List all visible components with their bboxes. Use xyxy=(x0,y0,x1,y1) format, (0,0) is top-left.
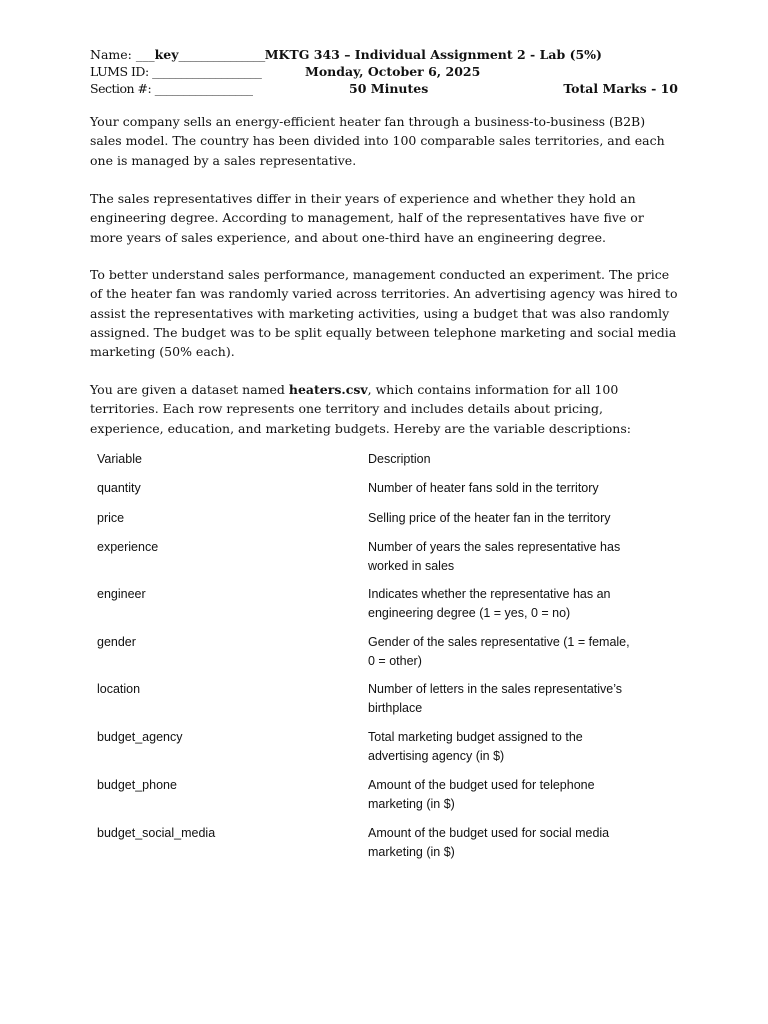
variable-description: Number of years the sales representative has worked in sales xyxy=(368,540,621,573)
name-field xyxy=(90,46,602,63)
lums-id-field: LUMS ID: ___________________ xyxy=(90,64,262,79)
table-row xyxy=(97,776,657,824)
table-row xyxy=(97,680,657,728)
name-blank: _______________ xyxy=(178,47,265,62)
variable-description: Number of heater fans sold in the territory xyxy=(368,481,599,495)
table-row xyxy=(97,633,657,680)
dataset-text-before: You are given a dataset named xyxy=(90,382,289,397)
table-row xyxy=(97,479,657,509)
name-label: Name: ___ xyxy=(90,47,155,62)
variable-description: Selling price of the heater fan in the territory xyxy=(368,511,611,525)
variable-description: Amount of the budget used for social media marketing (in $) xyxy=(368,826,610,859)
variable-table xyxy=(97,450,657,864)
variable-name: budget_agency xyxy=(97,730,183,744)
section-field: Section #: _________________ xyxy=(90,81,253,96)
variable-name: budget_phone xyxy=(97,778,177,792)
variable-name: budget_social_media xyxy=(97,826,216,840)
variable-description: Indicates whether the representative has an engineering degree (1 = yes, 0 = no) xyxy=(368,587,611,620)
variable-column-header: Variable xyxy=(97,452,142,466)
exam-date: Monday, October 6, 2025 xyxy=(305,64,481,79)
dataset-filename: heaters.csv xyxy=(288,382,368,397)
table-row xyxy=(97,509,657,538)
course-title: MKTG 343 – Individual Assignment 2 - Lab (5%) xyxy=(264,47,602,62)
variable-description: Total marketing budget assigned to the advertising agency (in $) xyxy=(368,730,583,763)
intro-paragraph: Your company sells an energy-efficient heater fan through a business-to-business (B2B) sales model. The country has been divided into 100 comparable sales territories, and each one is managed by a sales representative. xyxy=(90,114,665,168)
assignment-page xyxy=(90,46,690,436)
variable-description: Gender of the sales representative (1 = female, 0 = other) xyxy=(368,635,630,668)
total-marks: Total Marks - 10 xyxy=(563,81,678,96)
variable-name: location xyxy=(97,682,141,696)
experiment-paragraph: To better understand sales performance, management conducted an experiment. The price of the heater fan was randomly varied across territories. An advertising agency was hired to assist the representatives with marketing activities, using a budget that was also randomly assigned. The budget was to be split equally between telephone marketing and social media marketing (50% each). xyxy=(90,267,678,360)
name-value: key xyxy=(154,47,179,62)
variable-description: Amount of the budget used for telephone marketing (in $) xyxy=(368,778,595,811)
description-column-header: Description xyxy=(368,452,431,466)
variable-name: gender xyxy=(97,635,136,649)
header-row-1 xyxy=(90,46,690,63)
variable-name: experience xyxy=(97,540,159,554)
header-row-3 xyxy=(90,80,690,97)
table-row xyxy=(97,824,657,864)
table-header-row xyxy=(97,450,657,479)
variable-name: engineer xyxy=(97,587,146,601)
representatives-paragraph: The sales representatives differ in their years of experience and whether they hold an engineering degree. According to management, half of the representatives have five or more years of sales experience, and about one-third have an engineering degree. xyxy=(90,191,644,245)
table-row xyxy=(97,585,657,633)
variable-name: quantity xyxy=(97,481,141,495)
table-row xyxy=(97,538,657,585)
dataset-text-after: , which contains information for all 100 territories. Each row represents one territory and includes details about pricing, experience, education, and marketing budgets. Hereby are the variable descriptions: xyxy=(90,382,631,436)
variable-name: price xyxy=(97,511,125,525)
variable-description: Number of letters in the sales representative’s birthplace xyxy=(368,682,623,715)
table-row xyxy=(97,728,657,776)
dataset-paragraph xyxy=(90,380,680,438)
exam-duration: 50 Minutes xyxy=(349,81,429,96)
header-row-2 xyxy=(90,63,690,80)
